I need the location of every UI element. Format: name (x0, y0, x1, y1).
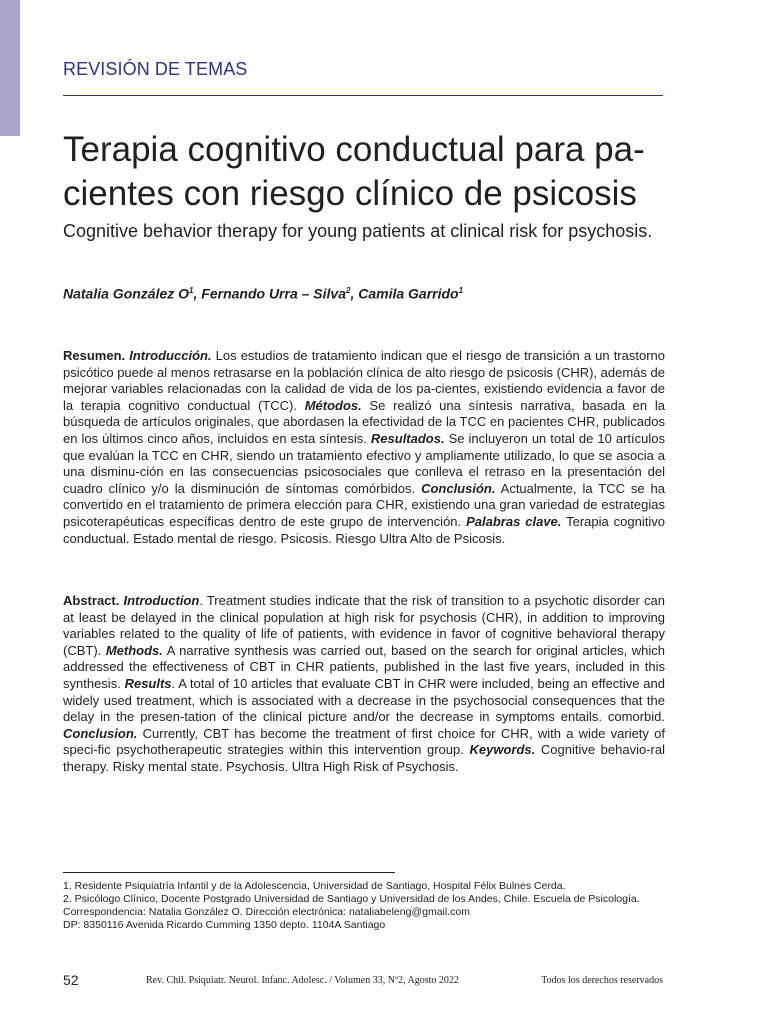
abstract-keywords-label: Keywords. (469, 742, 536, 758)
abstract-intro-label: Introduction (123, 593, 200, 608)
article-title: Terapia cognitivo conductual para pa-cientes con riesgo clínico de psicosis (63, 130, 645, 213)
author-separator: , (193, 285, 202, 302)
author-affiliation: 1 (189, 286, 194, 295)
rights-notice: Todos los derechos reservados (541, 975, 663, 986)
abstract-methods-label: Methods. (105, 642, 163, 658)
author-name: Natalia González O (63, 285, 190, 302)
article-subtitle: Cognitive behavior therapy for young patients at clinical risk for psychosis. (63, 221, 653, 241)
journal-citation: Rev. Chil. Psiquiatr. Neurol. Infanc. Adolesc. / Volumen 33, Nº2, Agosto 2022 (146, 975, 459, 986)
author-list (63, 281, 463, 304)
abstract-results-text: . A total of 10 articles that evaluate CBT in CHR were included, being an effective and widely used treatment, which is associated with a decrease in the psychosocial consequences that the delay in the presen-tation of the clinical picture and/or the decrease in symptoms entails. comorbid. (63, 675, 665, 725)
resumen-intro-text: Los estudios de tratamiento indican que el riesgo de transición a un trastorno psicótico puede al menos retrasarse en la población clínica de alto riesgo de psicosis (CHR), además de mejorar variables relacionadas con la calidad de vida de los pa-cientes, existiendo evidencia a favor de la terapia cognitivo conductual (TCC). (63, 348, 665, 413)
author-affiliation: 1 (458, 286, 464, 295)
author-name: Fernando Urra – Silva (201, 285, 346, 302)
abstract-conclusion-text: Currently, CBT has become the treatment of first choice for CHR, with a wide variety of speci-fic psychotherapeutic strategies within this intervention group. (63, 725, 665, 758)
resumen-label: Resumen. (63, 348, 126, 363)
resumen-results-text: Se incluyeron un total de 10 artículos que evalúan la TCC en CHR, siendo un tratamiento efectivo y ampliamente utilizado, lo que se asocia a una disminu-ción en las consecuencias psicosociales que conlleva el retraso en la presentación del cuadro clínico y/o la disminución de síntomas comórbidos. (63, 430, 665, 496)
page-number: 52 (63, 972, 79, 988)
abstract-intro-text: . Treatment studies indicate that the risk of transition to a psychotic disorder can at least be delayed in the clinical population at high risk for psychosis (CHR), in addition to improving variables related to the quality of life of patients, with evidence in favor of cognitive behavioral therapy (CBT). (63, 593, 665, 658)
abstract-results-label: Results (124, 675, 172, 691)
side-tab-marker (0, 0, 20, 136)
footnote-affiliation-2: 2. Psicólogo Clínico, Docente Postgrado Universidad de Santiago y Universidad de los Andes, Chile. Escuela de Psicología. (63, 893, 640, 905)
abstract-methods-text: A narrative synthesis was carried out, based on the search for original articles, which addressed the effectiveness of CBT in CHR patients, published in the last five years, included in this synthesis. (63, 642, 665, 691)
author-separator: , (350, 285, 359, 302)
footnote-correspondence: Correspondencia: Natalia González O. Dirección electrónica: nataliabeleng@gmail.com (63, 906, 470, 918)
abstract-keywords-text: Cognitive behavio-ral therapy. Risky mental state. Psychosis. Ultra High Risk of Psychosis. (63, 742, 665, 774)
resumen-conclusion-text: Actualmente, la TCC se ha convertido en el tratamiento de primera elección para CHR, existiendo una gran variedad de estrategias psicoterapéuticas específicas dentro de este grupo de intervención. (63, 480, 665, 529)
footnote-divider (63, 872, 395, 873)
resumen-keywords-text: Terapia cognitivo conductual. Estado mental de riesgo. Psicosis. Riesgo Ultra Alto de Psicosis. (63, 513, 665, 546)
resumen-conclusion-label: Conclusión. (421, 480, 496, 496)
resumen-keywords-label: Palabras clave. (466, 513, 562, 529)
resumen-intro-label: Introducción. (129, 348, 212, 363)
author-affiliation: 2 (346, 286, 351, 295)
footnote-affiliation-1: 1. Residente Psiquiatría Infantil y de la Adolescencia, Universidad de Santiago, Hospital Félix Bulnes Cerda. (63, 880, 566, 892)
resumen-methods-text: Se realizó una síntesis narrativa, basada en la búsqueda de artículos originales, que abordasen la efectividad de la TCC en pacientes CHR, publicados en los últimos cinco años, incluidos en esta síntesis. (63, 397, 665, 446)
abstract-paragraph (63, 593, 665, 776)
abstract-label: Abstract. (63, 593, 120, 608)
page-footer (63, 972, 665, 990)
section-label: REVISIÓN DE TEMAS (63, 59, 248, 79)
footnotes (63, 880, 665, 932)
resumen-paragraph (63, 348, 665, 547)
abstract-conclusion-label: Conclusion. (63, 725, 138, 741)
resumen-methods-label: Métodos. (304, 397, 362, 413)
footnote-address: DP: 8350116 Avenida Ricardo Cumming 1350 depto. 1104A Santiago (63, 919, 386, 931)
resumen-results-label: Resultados. (370, 430, 445, 446)
author-name: Camila Garrido (358, 285, 459, 302)
header-divider (63, 95, 663, 96)
